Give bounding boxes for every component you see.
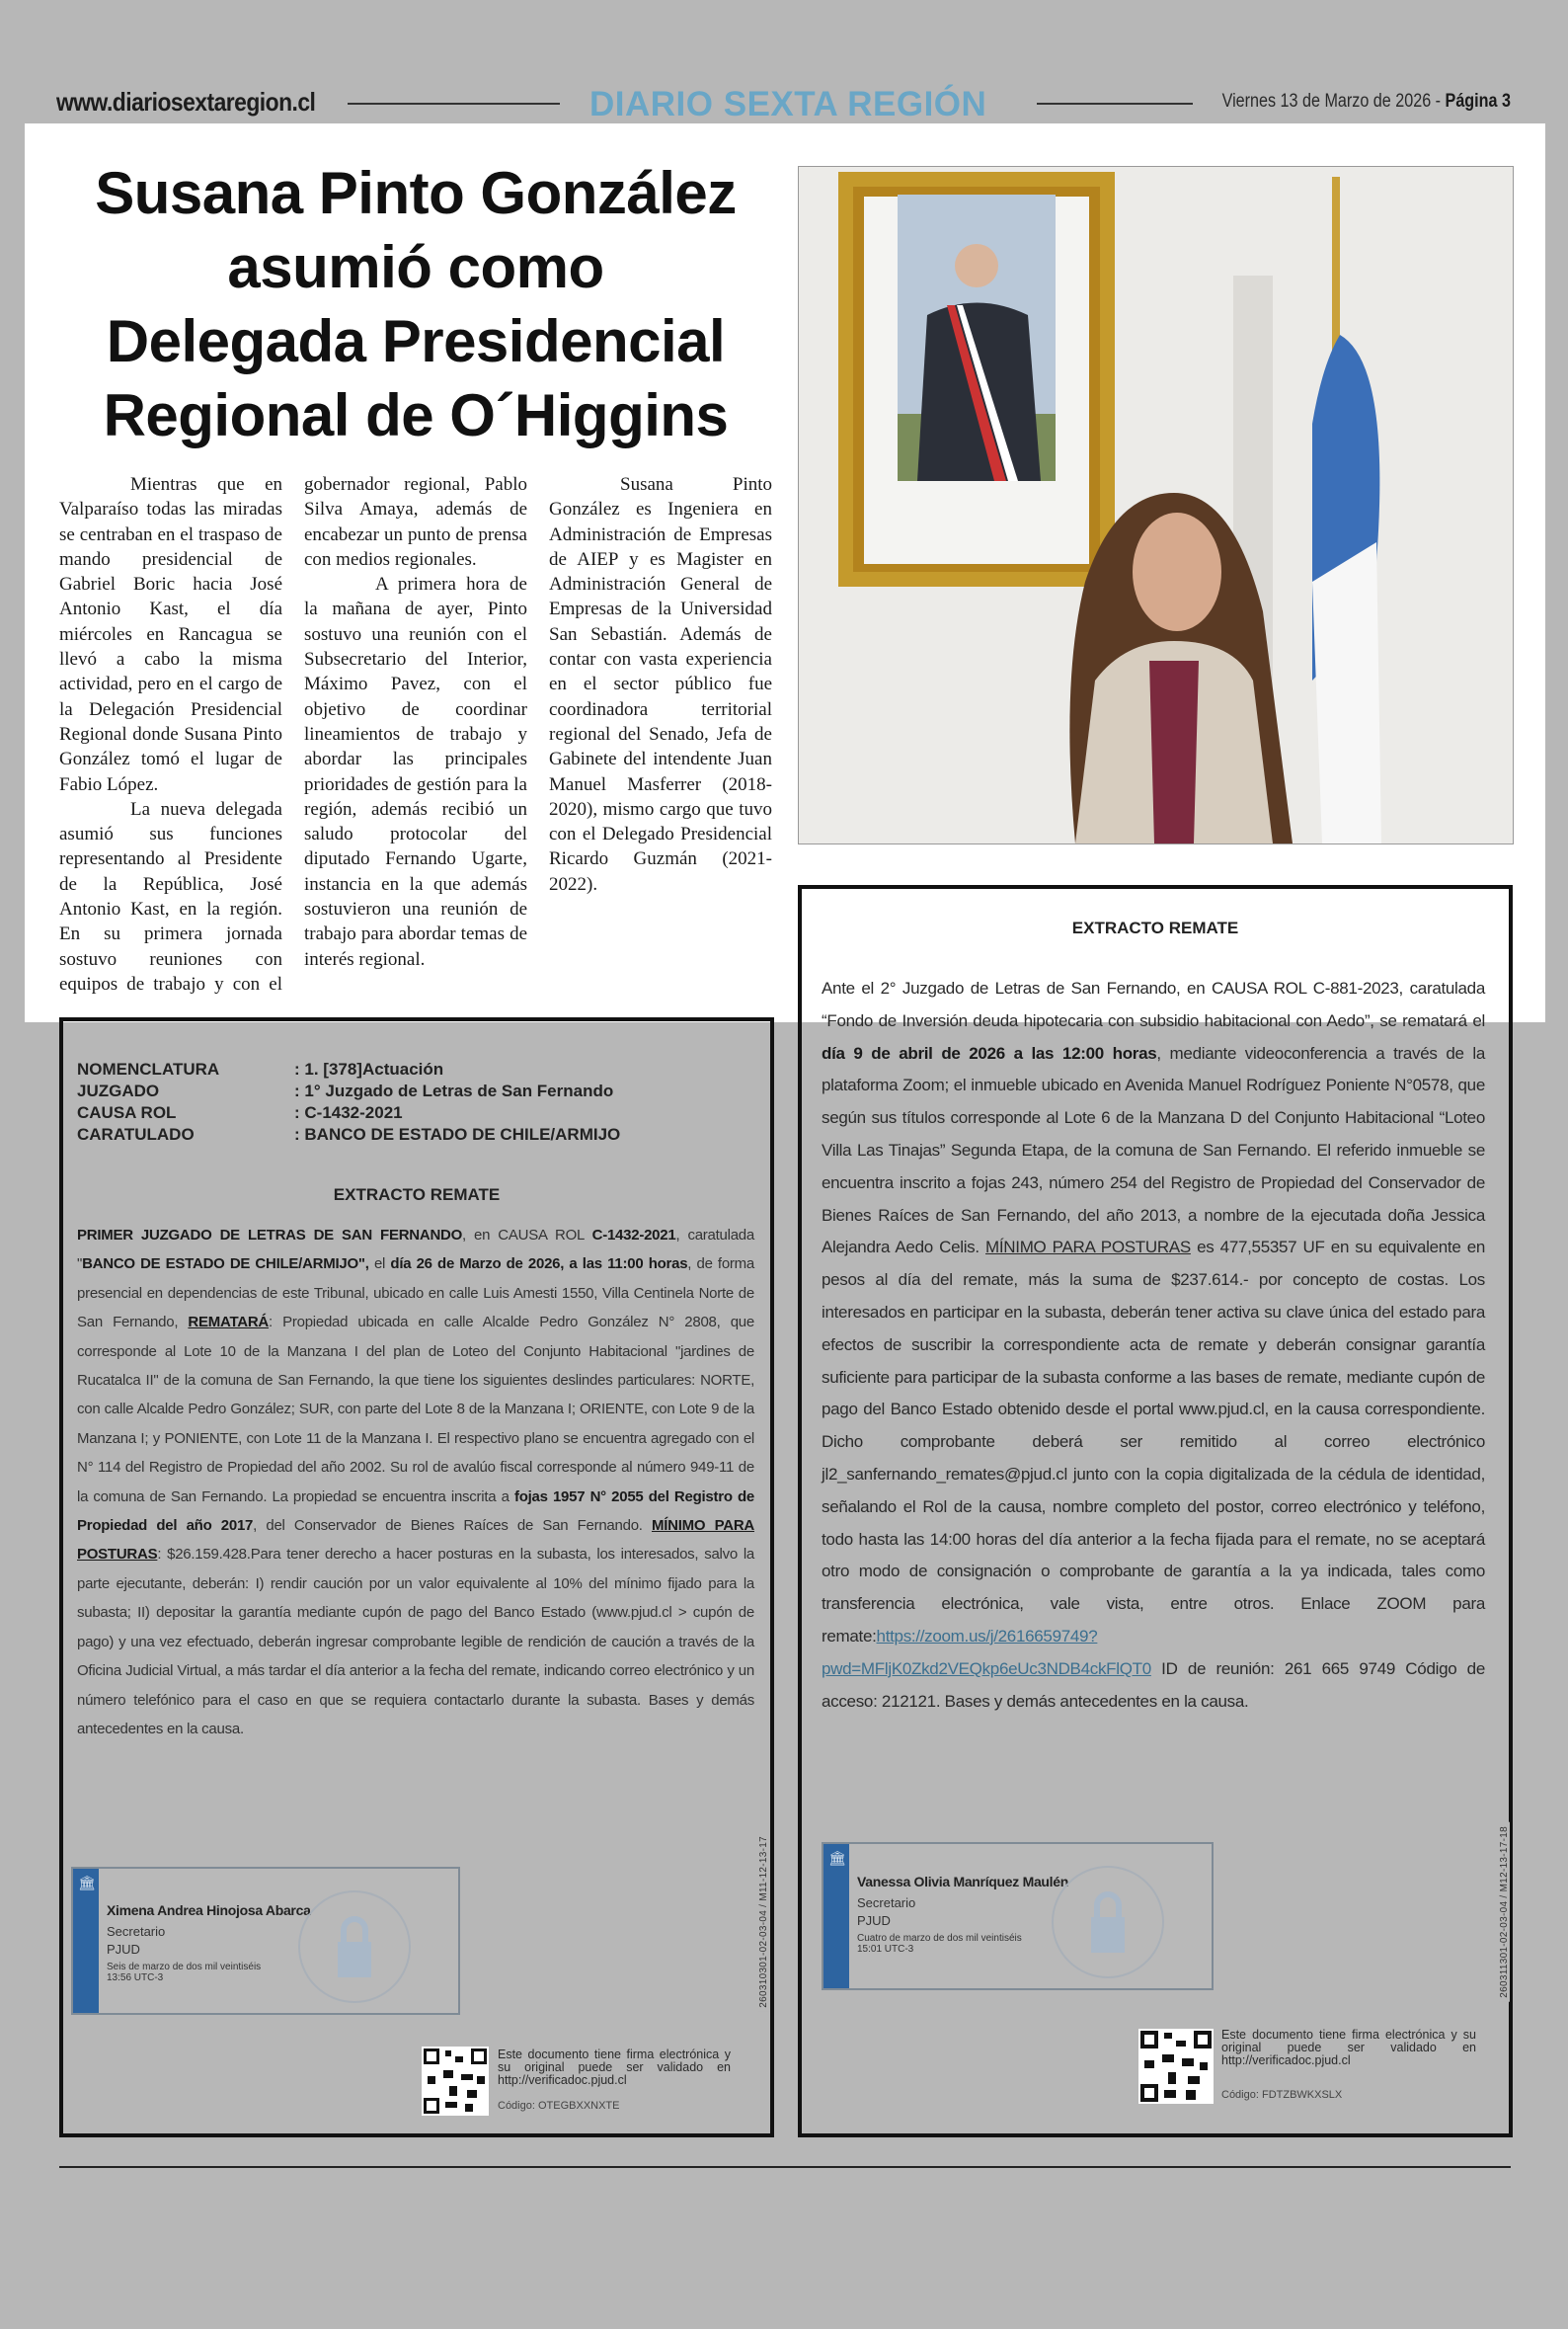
signature-date: Cuatro de marzo de dos mil veintiséis [857, 1933, 1022, 1944]
meta-row [77, 1102, 620, 1124]
signature-block [71, 1867, 460, 2015]
body-underline: MÍNIMO PARA POSTURAS [985, 1238, 1191, 1257]
meta-row [77, 1081, 620, 1102]
notice-body [77, 1221, 754, 1743]
lock-icon [298, 1890, 411, 2003]
page-bottom-rule [59, 2166, 1511, 2168]
zoom-link[interactable]: https://zoom.us/j/2616659749? [876, 1626, 1098, 1646]
website-url[interactable]: www.diariosextaregion.cl [56, 87, 316, 117]
body-text: , de forma presencial en dependencias de este Tribunal, ubicado en calle Luis Amesti 1550, Villa Centinela Norte de San Fernando, [77, 1255, 755, 1331]
page-number: Página 3 [1445, 91, 1511, 112]
article-photo [798, 166, 1514, 844]
body-bold-underline: REMATARÁ [188, 1314, 270, 1331]
meta-row [77, 1124, 620, 1146]
delegate-photo-illustration [799, 167, 1513, 843]
notice-title: EXTRACTO REMATE [1071, 919, 1239, 937]
meta-row [77, 1059, 620, 1081]
body-text: , en CAUSA ROL [462, 1227, 592, 1244]
body-text: : $26.159.428.Para tener derecho a hacer posturas en la subasta, los interesados, salvo la parte ejecutante, deberán: I) rendir caución por un valor equivalente al 10% del mínimo fijado para la subasta; II) depositar la garantía mediante cupón de pago del Banco Estado (www.pjud.cl > cupón de pago) y una vez efectuado, deberán ingresar comprobante legible de rendición de caución a través de la Oficina Judicial Virtual, a más tardar el día anterior a la fecha del remate, indicando correo electrónico y un número telefónico para el caso en que se requiera contactarlo durante la subasta. Bases y demás antecedentes en la causa. [77, 1546, 754, 1737]
body-text: , del Conservador de Bienes Raíces de San Fernando. [253, 1517, 652, 1535]
body-text: el [368, 1255, 391, 1273]
body-bold-underline: MÍNIMO PARA POSTURAS [77, 1517, 754, 1564]
article-paragraph: Mientras que en Valparaíso todas las miradas se centraban en el traspaso de mando presidencial de Gabriel Boric hacia José Antonio Kast, el día miércoles en Rancagua se llevó a cabo la misma actividad, pero en el cargo de la Delegación Presidencial Regional donde Susana Pinto González tomó el lugar de Fabio López. [59, 474, 282, 795]
article-headline [47, 156, 784, 452]
headline-line: Susana Pinto González [95, 160, 737, 226]
signature-block [822, 1842, 1214, 1990]
notice-meta [77, 1059, 620, 1146]
signer-org: PJUD [107, 1942, 140, 1957]
signer-role: Secretario [857, 1895, 916, 1910]
issue-date [1222, 91, 1511, 113]
body-text: : Propiedad ubicada en calle Alcalde Pedro González N° 2808, que corresponde al Lote 10 de la Manzana I del plan de Loteo del Conjunto Habitacional "jardines de Rucatalca II" de la comuna de San Fernando, la que tiene los siguientes deslindes particulares: NORTE, con calle Alcalde Pedro González; SUR, con parte del Lote 8 de la Manzana I; ORIENTE, con Lote 9 de la Manzana I; y PONIENTE, con Lote 11 de la Manzana I. El respectivo plano se encuentra agregado con el N° 114 del Registro de Propiedad del año 2002. Su rol de avalúo fiscal corresponde al número 949-11 de la comuna de San Fernando. La propiedad se encuentra inscrita a [77, 1314, 754, 1505]
document-vertical-code: 260310301-02-03-04 / M11-12-13-17 [758, 1832, 769, 2012]
body-bold: día 26 de Marzo de 2026, a las 11:00 horas [390, 1255, 688, 1273]
meta-value: : 1° Juzgado de Letras de San Fernando [294, 1082, 614, 1100]
qr-code-pattern [1138, 2029, 1214, 2104]
courthouse-icon: 🏛 [828, 1850, 846, 1866]
body-bold: BANCO DE ESTADO DE CHILE/ARMIJO", [82, 1255, 369, 1273]
body-text: es 477,55357 UF en su equivalente en pesos al día del remate, más la suma de $237.614.- por concepto de costas. Los interesados en participar en la subasta, deberán tener activa su clave única del estado para efectos de suscribir la correspondiente acta de remate y deberán consignar garantía suficiente para participar de la subasta conforme a las bases de remate, mediante cupón de pago del Banco Estado obtenido desde el portal www.pjud.cl, en la causa correspondiente. Dicho comprobante deberá ser remitido al correo electrónico jl2_sanfernando_remates@pjud.cl junto con la copia digitalizada de la cédula de identidad, señalando el Rol de la causa, nombre completo del postor, correo electrónico y teléfono, todo hasta las 14:00 horas del día anterior a la fecha fijada para el remate, no se aceptará otro modo de consignación o comprobante de garantía a la ya indicada, tales como transferencia electrónica, vale vista, entre otros. Enlace ZOOM para remate: [822, 1238, 1486, 1646]
verification-text: Este documento tiene firma electrónica y su original puede ser validado en http://verificadoc.pjud.cl [498, 2048, 731, 2087]
signer-name: Vanessa Olivia Manríquez Maulén [857, 1874, 1069, 1889]
headline-line: asumió como [227, 234, 604, 300]
notice-title: EXTRACTO REMATE [333, 1185, 501, 1204]
verification-code: Código: FDTZBWKXSLX [1221, 2089, 1343, 2101]
article-paragraph: La nueva delegada asumió sus funciones representando al Presidente de la República, José Antonio Kast, en la región. En su primera jornada sostuvo reuniones con equipos de trabajo y con el gobernador regional, Pablo Silva Amaya, además de encabezar un punto de prensa con medios regionales. [59, 474, 527, 995]
article-body [59, 472, 772, 1005]
meta-key: JUZGADO [77, 1082, 160, 1100]
signature-date: Seis de marzo de dos mil veintiséis [107, 1962, 262, 1972]
body-text: , caratulada " [77, 1227, 754, 1273]
article-paragraph: Susana Pinto González es Ingeniera en Administración de Empresas de AIEP y es Magister en Administración General de Empresas de la Universidad San Sebastián. Además de contar con vasta experiencia en el sector público fue coordinadora territorial regional del Senado, Jefa de Gabinete del intendente Juan Manuel Masferrer (2018-2020), mismo cargo que tuvo con el Delegado Presidencial Ricardo Guzmán (2021-2022). [549, 474, 772, 895]
meta-key: CAUSA ROL [77, 1103, 177, 1122]
body-bold: fojas 1957 N° 2055 del Registro de Propiedad del año 2017 [77, 1487, 754, 1535]
qr-code-pattern [422, 2047, 489, 2116]
signer-name: Ximena Andrea Hinojosa Abarca [107, 1902, 311, 1918]
qr-code[interactable] [422, 2047, 489, 2116]
verification-code: Código: OTEGBXXNXTE [498, 2100, 620, 2112]
meta-value: : 1. [378]Actuación [294, 1060, 444, 1079]
notice-body [822, 973, 1485, 1718]
verification-text: Este documento tiene firma electrónica y su original puede ser validado en http://verificadoc.pjud.cl [1221, 2028, 1476, 2067]
zoom-link-password[interactable]: pwd=MFljK0Zkd2VEQkp6eUc3NDB4ckFlQT0 [822, 1658, 1151, 1678]
signer-org: PJUD [857, 1913, 891, 1928]
signature-time: 15:01 UTC-3 [857, 1944, 914, 1955]
masthead: DIARIO SEXTA REGIÓN [589, 85, 987, 123]
body-bold: día 9 de abril de 2026 a las 12:00 horas [822, 1043, 1157, 1063]
body-text: , mediante videoconferencia a través de la plataforma Zoom; el inmueble ubicado en Avenida Manuel Rodríguez Poniente N°0578, que según sus títulos corresponde al Lote 6 de la Manzana D del Conjunto Habitacional “Loteo Villa Las Tinajas” Segunda Etapa, de la comuna de San Fernando. El referido inmueble se encuentra inscrito a fojas 243, número 254 del Registro de Propiedad del Conservador de Bienes Raíces de San Fernando, del año 2013, a nombre de la ejecutada doña Jessica Alejandra Aedo Celis. [822, 1043, 1485, 1257]
meta-value: : BANCO DE ESTADO DE CHILE/ARMIJO [294, 1125, 621, 1144]
courthouse-icon: 🏛 [78, 1875, 96, 1890]
header-rule-right [1037, 103, 1193, 105]
article-paragraph: A primera hora de la mañana de ayer, Pinto sostuvo una reunión con el Subsecretario del Interior, Máximo Pavez, con el objetivo de coordinar lineamientos de trabajo y abordar las principales prioridades de gestión para la región, además recibió un saludo protocolar del diputado Fernando Ugarte, instancia en la que además sostuvieron una reunión de trabajo para abordar temas de interés regional. [304, 574, 527, 970]
body-text: ID de reunión: 261 665 9749 Código de acceso: 212121. Bases y demás antecedentes en la causa. [822, 1658, 1485, 1711]
signature-time: 13:56 UTC-3 [107, 1972, 164, 1983]
body-text: Ante el 2° Juzgado de Letras de San Fernando, en CAUSA ROL C-881-2023, caratulada “Fondo de Inversión deuda hipotecaria con subsidio habitacional con Aedo”, se rematará el [822, 979, 1485, 1030]
signer-role: Secretario [107, 1924, 166, 1939]
document-vertical-code: 260311301-02-03-04 / M12-13-17-18 [1499, 1822, 1510, 2002]
lock-icon [1052, 1866, 1164, 1978]
meta-value: : C-1432-2021 [294, 1103, 403, 1122]
meta-key: NOMENCLATURA [77, 1060, 220, 1079]
headline-line: Regional de O´Higgins [103, 382, 729, 448]
header-rule-left [348, 103, 560, 105]
qr-code[interactable] [1138, 2029, 1214, 2104]
date-text: Viernes 13 de Marzo de 2026 - [1221, 91, 1446, 112]
body-bold: PRIMER JUZGADO DE LETRAS DE SAN FERNANDO [77, 1227, 463, 1244]
headline-line: Delegada Presidencial [106, 308, 726, 374]
meta-key: CARATULADO [77, 1125, 195, 1144]
body-bold: C-1432-2021 [591, 1227, 676, 1244]
